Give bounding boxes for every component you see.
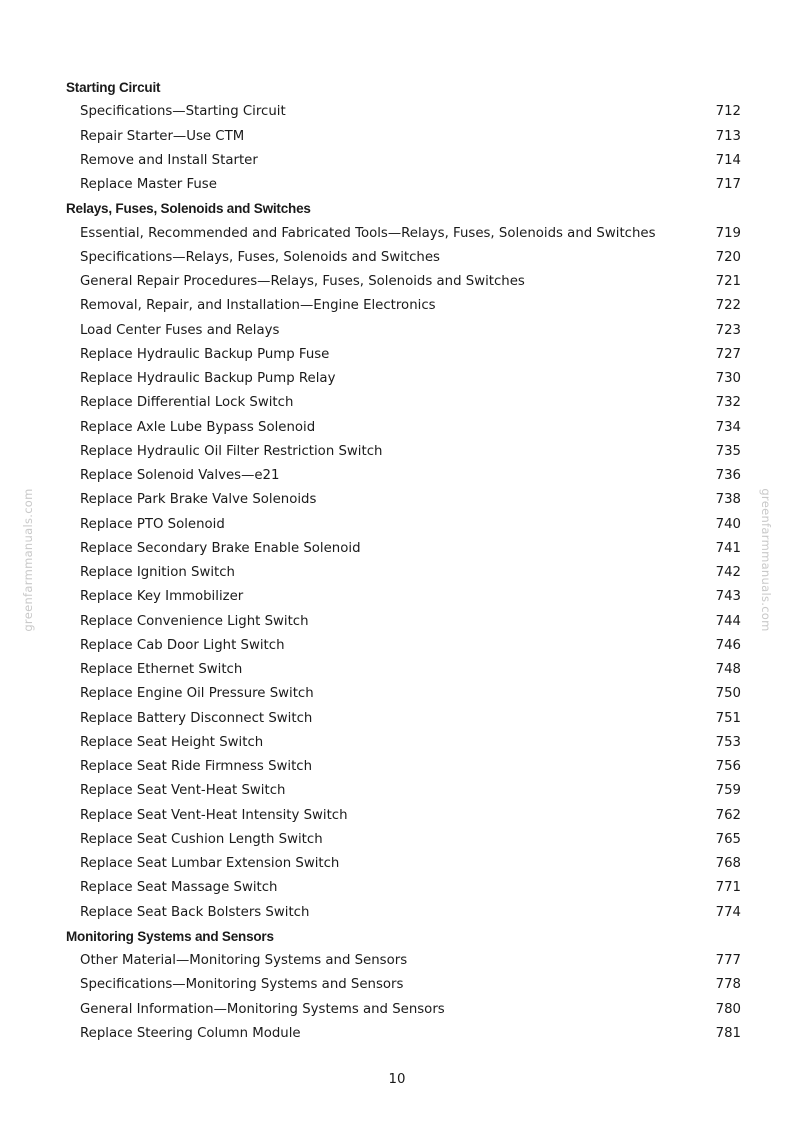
toc-section <box>66 76 746 197</box>
toc-entry[interactable] <box>66 440 746 464</box>
toc-entry[interactable] <box>66 707 746 731</box>
entry-title: Load Center Fuses and Relays <box>80 322 280 338</box>
toc-entry[interactable] <box>66 149 746 173</box>
entry-title: Replace Hydraulic Backup Pump Relay <box>80 371 336 386</box>
entry-page-number: 730 <box>715 371 741 386</box>
entry-title: Replace Seat Vent-Heat Switch <box>80 783 286 799</box>
toc-entry[interactable] <box>66 755 746 779</box>
toc-entry[interactable] <box>66 416 746 440</box>
entry-title: General Information—Monitoring Systems and Sensors <box>80 1001 445 1017</box>
toc-section <box>66 925 746 1046</box>
section-title: Monitoring Systems and Sensors <box>66 928 274 944</box>
toc-entry[interactable] <box>66 973 746 997</box>
entry-page-number: 768 <box>715 856 741 871</box>
section-title: Starting Circuit <box>66 80 161 95</box>
entry-title: Replace Seat Vent-Heat Intensity Switch <box>80 807 348 823</box>
toc-entry[interactable] <box>66 731 746 755</box>
entry-page-number: 720 <box>715 249 741 265</box>
entry-title: Specifications—Relays, Fuses, Solenoids and Switches <box>80 249 440 265</box>
entry-page-number: 780 <box>715 1001 741 1017</box>
entry-title: Replace PTO Solenoid <box>80 516 225 532</box>
entry-page-number: 756 <box>715 759 741 774</box>
toc-entry[interactable] <box>66 561 746 585</box>
toc-entry[interactable] <box>66 222 746 246</box>
entry-title: Remove and Install Starter <box>80 152 258 168</box>
entry-title: Replace Differential Lock Switch <box>80 395 294 411</box>
entry-page-number: 714 <box>715 152 741 168</box>
entry-title: Replace Battery Disconnect Switch <box>80 710 313 726</box>
toc-entry[interactable] <box>66 343 746 367</box>
toc-entry[interactable] <box>66 804 746 828</box>
entry-page-number: 777 <box>715 953 741 968</box>
toc-entry[interactable] <box>66 125 746 149</box>
entry-page-number: 721 <box>715 274 741 289</box>
toc-entry[interactable] <box>66 246 746 270</box>
toc-entry[interactable] <box>66 319 746 343</box>
entry-title: General Repair Procedures—Relays, Fuses, Solenoids and Switches <box>80 274 525 289</box>
entry-title: Replace Seat Height Switch <box>80 734 264 750</box>
entry-page-number: 742 <box>715 565 741 580</box>
entry-title: Replace Convenience Light Switch <box>80 613 309 629</box>
toc-entry[interactable] <box>66 779 746 803</box>
entry-page-number: 748 <box>715 662 741 677</box>
toc-entry[interactable] <box>66 901 746 925</box>
entry-page-number: 743 <box>715 589 741 605</box>
toc-entry[interactable] <box>66 513 746 537</box>
entry-title: Removal, Repair, and Installation—Engine Electronics <box>80 298 436 314</box>
toc-entry[interactable] <box>66 610 746 634</box>
toc-entry[interactable] <box>66 294 746 318</box>
entry-page-number: 765 <box>715 831 741 847</box>
entry-page-number: 751 <box>715 710 741 726</box>
page-number: 10 <box>388 1072 406 1087</box>
section-title: Relays, Fuses, Solenoids and Switches <box>66 201 311 217</box>
entry-title: Replace Seat Ride Firmness Switch <box>80 759 313 774</box>
entry-title: Essential, Recommended and Fabricated Tools—Relays, Fuses, Solenoids and Switches <box>80 225 656 241</box>
entry-title: Replace Master Fuse <box>80 177 217 192</box>
toc-entry[interactable] <box>66 173 746 197</box>
entry-page-number: 732 <box>715 395 741 411</box>
toc-entry[interactable] <box>66 828 746 852</box>
table-of-contents <box>66 76 746 1046</box>
toc-entry[interactable] <box>66 585 746 609</box>
toc-entry[interactable] <box>66 367 746 391</box>
entry-title: Replace Seat Lumbar Extension Switch <box>80 856 340 871</box>
toc-entry[interactable] <box>66 634 746 658</box>
entry-title: Replace Ignition Switch <box>80 565 235 580</box>
toc-entry[interactable] <box>66 998 746 1022</box>
entry-title: Replace Secondary Brake Enable Solenoid <box>80 540 361 556</box>
toc-entry[interactable] <box>66 1022 746 1046</box>
toc-entry[interactable] <box>66 852 746 876</box>
toc-entry[interactable] <box>66 100 746 124</box>
entry-title: Other Material—Monitoring Systems and Sensors <box>80 953 408 968</box>
entry-title: Replace Park Brake Valve Solenoids <box>80 492 317 508</box>
toc-entry[interactable] <box>66 658 746 682</box>
entry-title: Specifications—Monitoring Systems and Sensors <box>80 977 404 993</box>
entry-page-number: 722 <box>715 298 741 314</box>
entry-title: Replace Seat Back Bolsters Switch <box>80 904 310 920</box>
entry-page-number: 735 <box>715 443 741 459</box>
entry-page-number: 719 <box>715 225 741 241</box>
watermark-left: greenfarmmanuals.com <box>21 488 35 632</box>
entry-page-number: 774 <box>715 904 741 920</box>
toc-entry[interactable] <box>66 391 746 415</box>
entry-page-number: 713 <box>715 128 741 144</box>
entry-title: Replace Hydraulic Backup Pump Fuse <box>80 346 330 362</box>
toc-entry[interactable] <box>66 537 746 561</box>
entry-title: Replace Solenoid Valves—e21 <box>80 468 280 483</box>
entry-title: Replace Seat Cushion Length Switch <box>80 831 323 847</box>
entry-title: Replace Cab Door Light Switch <box>80 637 285 653</box>
toc-section <box>66 197 746 925</box>
toc-entry[interactable] <box>66 949 746 973</box>
toc-entry[interactable] <box>66 464 746 488</box>
entry-page-number: 759 <box>715 783 741 799</box>
entry-page-number: 727 <box>715 346 741 362</box>
watermark-right: greenfarmmanuals.com <box>759 488 773 632</box>
toc-entry[interactable] <box>66 488 746 512</box>
entry-title: Replace Ethernet Switch <box>80 662 243 677</box>
entry-page-number: 762 <box>715 807 741 823</box>
entry-title: Replace Seat Massage Switch <box>80 880 278 896</box>
entry-page-number: 741 <box>715 540 741 556</box>
entry-page-number: 717 <box>715 177 741 192</box>
entry-title: Replace Hydraulic Oil Filter Restriction Switch <box>80 443 383 459</box>
entry-title: Specifications—Starting Circuit <box>80 104 286 120</box>
entry-title: Replace Axle Lube Bypass Solenoid <box>80 419 316 435</box>
entry-page-number: 723 <box>715 322 741 338</box>
entry-page-number: 781 <box>715 1025 741 1041</box>
entry-page-number: 771 <box>715 880 741 896</box>
entry-page-number: 744 <box>715 613 741 629</box>
toc-entry[interactable] <box>66 682 746 706</box>
entry-page-number: 738 <box>715 492 741 508</box>
entry-page-number: 753 <box>715 734 741 750</box>
toc-entry[interactable] <box>66 270 746 294</box>
entry-title: Replace Steering Column Module <box>80 1025 301 1041</box>
entry-page-number: 778 <box>715 977 741 993</box>
entry-title: Replace Key Immobilizer <box>80 589 244 605</box>
entry-page-number: 746 <box>715 637 741 653</box>
entry-page-number: 712 <box>715 104 741 120</box>
entry-page-number: 734 <box>715 419 741 435</box>
entry-title: Replace Engine Oil Pressure Switch <box>80 686 314 702</box>
toc-entry[interactable] <box>66 876 746 900</box>
entry-page-number: 740 <box>715 516 741 532</box>
entry-title: Repair Starter—Use CTM <box>80 128 245 144</box>
entry-page-number: 750 <box>715 686 741 702</box>
entry-page-number: 736 <box>715 468 741 483</box>
